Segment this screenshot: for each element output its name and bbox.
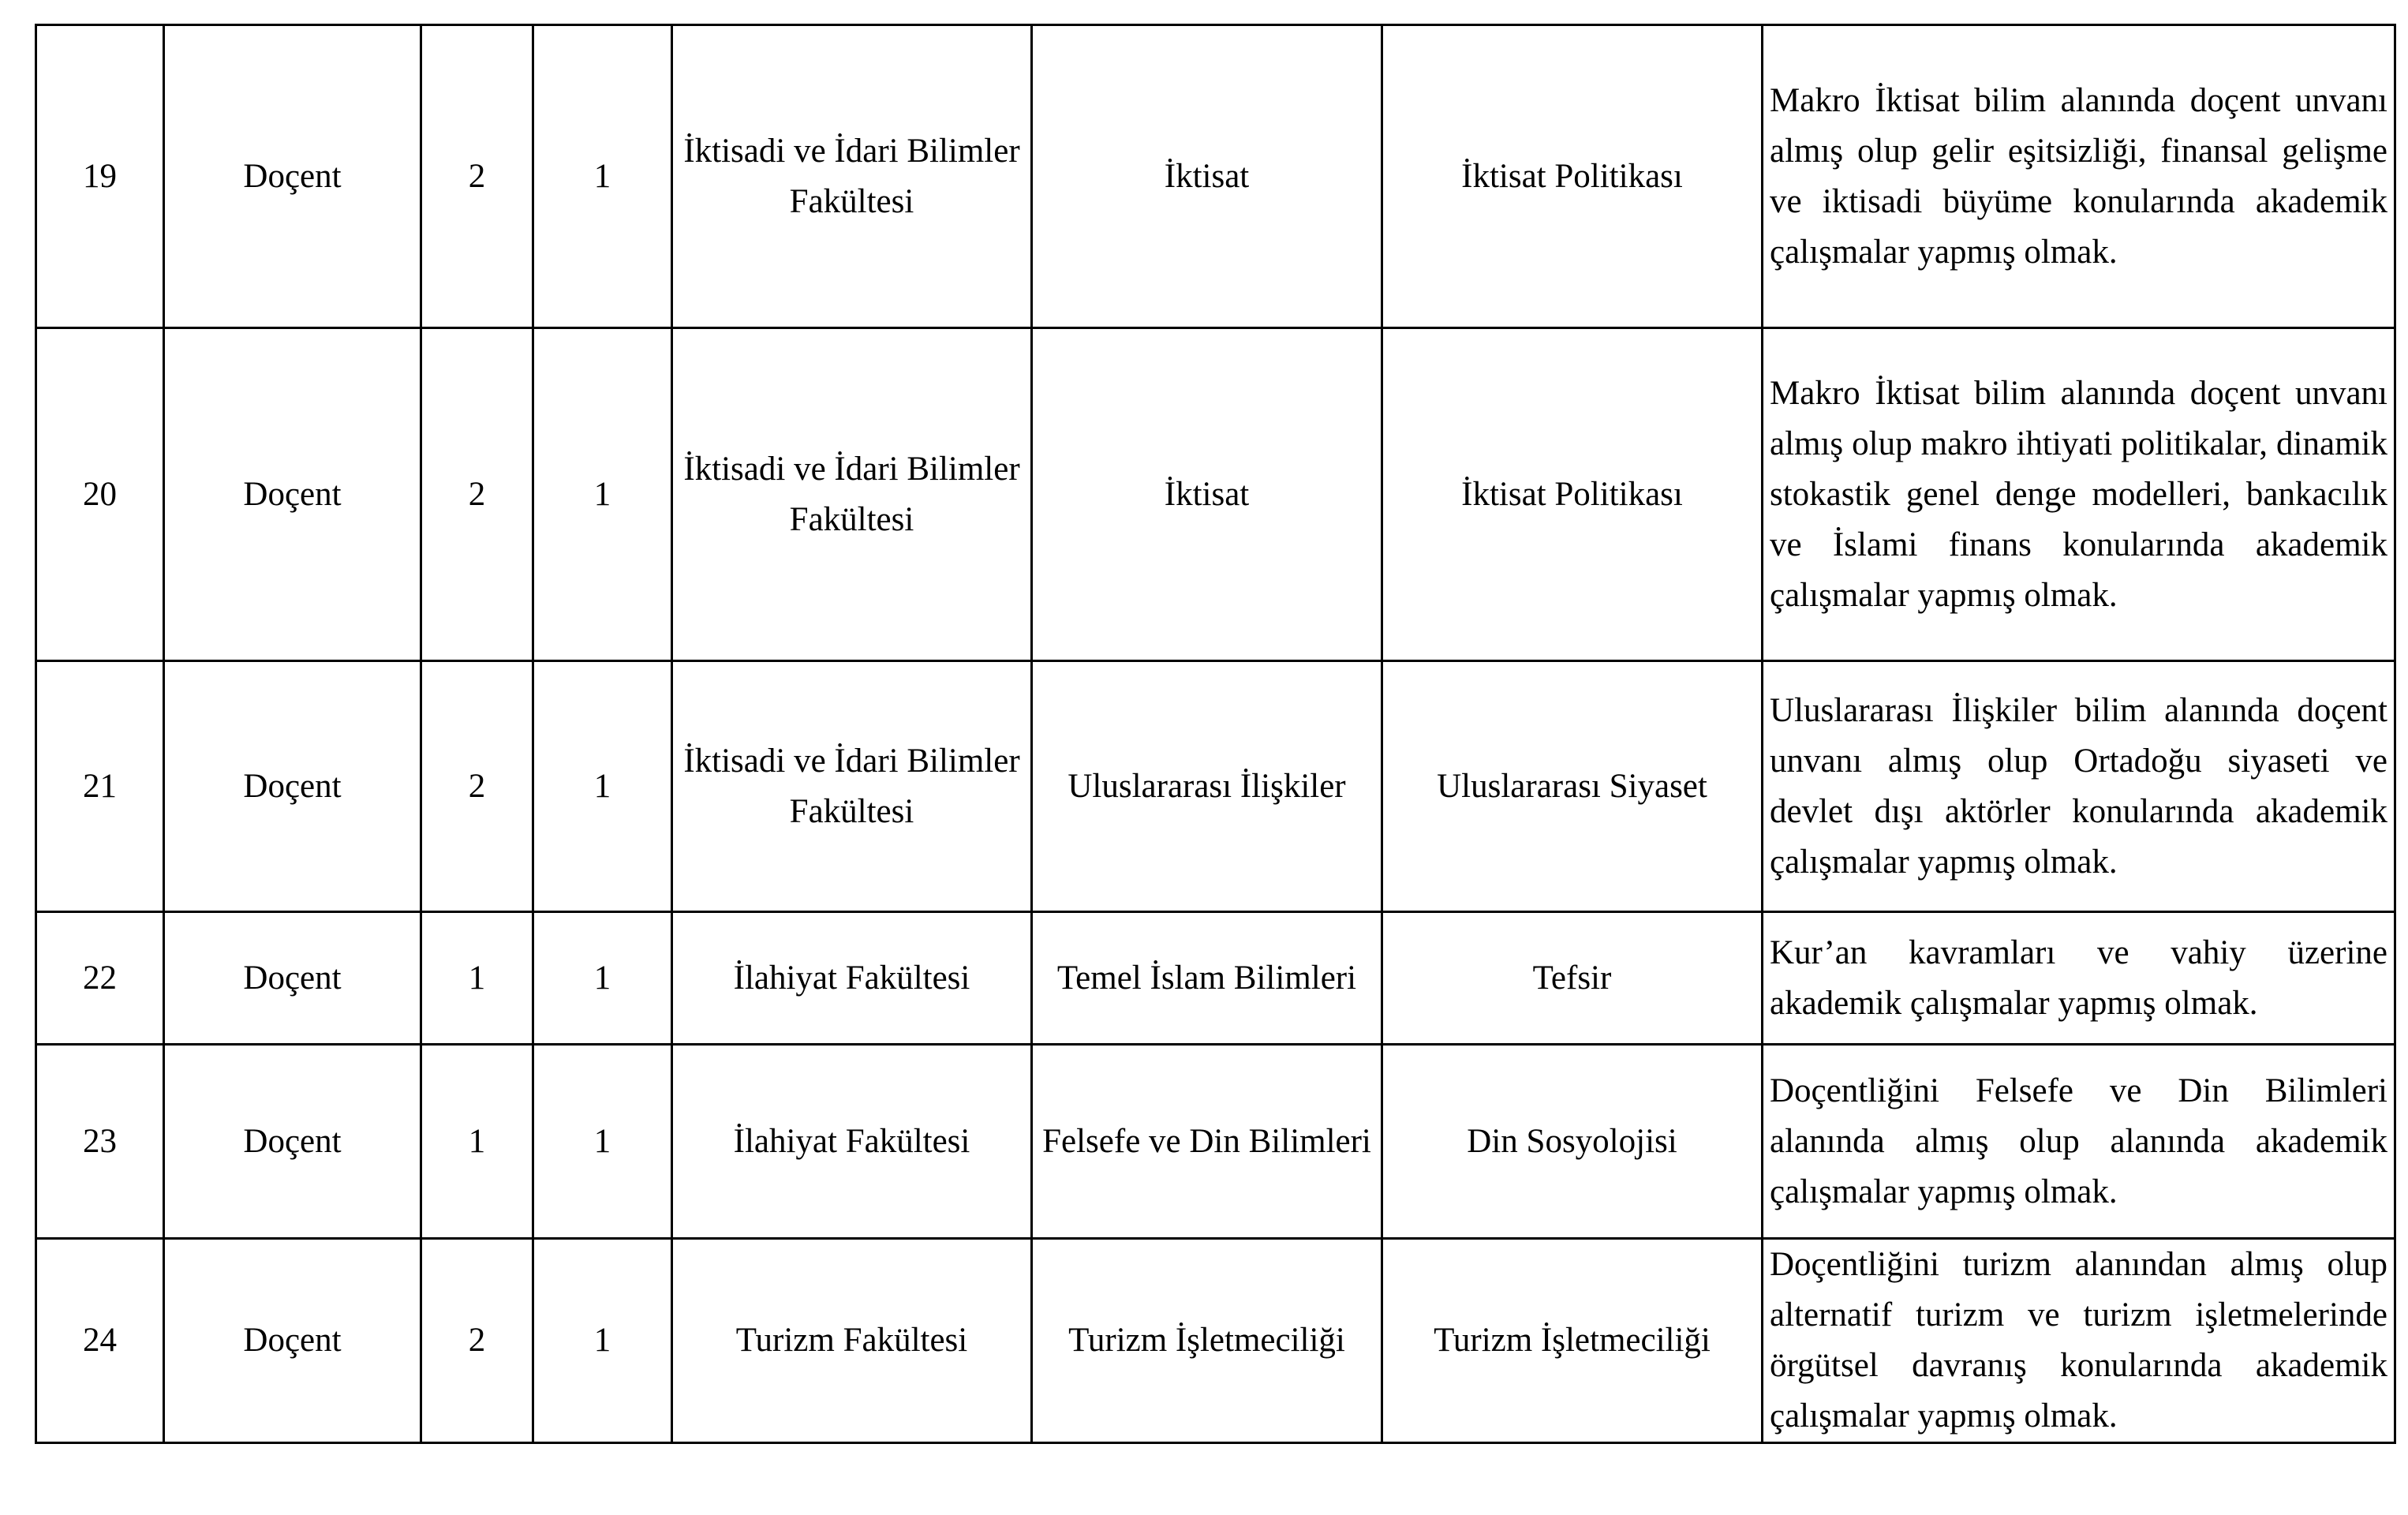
department-cell: Temel İslam Bilimleri	[1032, 912, 1382, 1045]
faculty-cell: İktisadi ve İdari Bilimler Fakültesi	[672, 25, 1032, 328]
field-cell: İktisat Politikası	[1382, 328, 1763, 661]
row-number: 21	[36, 661, 164, 912]
department-cell: Felsefe ve Din Bilimleri	[1032, 1045, 1382, 1239]
table-row	[36, 25, 2395, 328]
count-cell: 2	[421, 328, 533, 661]
faculty-cell: İktisadi ve İdari Bilimler Fakültesi	[672, 661, 1032, 912]
count-cell: 1	[533, 1045, 672, 1239]
count-cell: 2	[421, 661, 533, 912]
description-cell: Doçentliğini turizm alanından almış olup alternatif turizm ve turizm işletmelerinde örgütsel davranış konularında akademik çalışmalar yapmış olmak.	[1763, 1239, 2395, 1443]
count-cell: 2	[421, 25, 533, 328]
faculty-cell: İktisadi ve İdari Bilimler Fakültesi	[672, 328, 1032, 661]
faculty-cell: İlahiyat Fakültesi	[672, 912, 1032, 1045]
count-cell: 1	[533, 912, 672, 1045]
table-row	[36, 328, 2395, 661]
row-number: 20	[36, 328, 164, 661]
academic-title: Doçent	[164, 661, 421, 912]
row-number: 22	[36, 912, 164, 1045]
academic-title: Doçent	[164, 328, 421, 661]
faculty-cell: Turizm Fakültesi	[672, 1239, 1032, 1443]
count-cell: 1	[421, 912, 533, 1045]
department-cell: Uluslararası İlişkiler	[1032, 661, 1382, 912]
row-number: 23	[36, 1045, 164, 1239]
description-cell: Kur’an kavramları ve vahiy üzerine akademik çalışmalar yapmış olmak.	[1763, 912, 2395, 1045]
field-cell: Uluslararası Siyaset	[1382, 661, 1763, 912]
description-cell: Uluslararası İlişkiler bilim alanında doçent unvanı almış olup Ortadoğu siyaseti ve devlet dışı aktörler konularında akademik çalışmalar yapmış olmak.	[1763, 661, 2395, 912]
count-cell: 1	[421, 1045, 533, 1239]
department-cell: İktisat	[1032, 25, 1382, 328]
table-row	[36, 1045, 2395, 1239]
department-cell: Turizm İşletmeciliği	[1032, 1239, 1382, 1443]
field-cell: Tefsir	[1382, 912, 1763, 1045]
field-cell: Din Sosyolojisi	[1382, 1045, 1763, 1239]
academic-title: Doçent	[164, 1045, 421, 1239]
description-cell: Makro İktisat bilim alanında doçent unvanı almış olup gelir eşitsizliği, finansal gelişme ve iktisadi büyüme konularında akademik çalışmalar yapmış olmak.	[1763, 25, 2395, 328]
row-number: 24	[36, 1239, 164, 1443]
academic-title: Doçent	[164, 25, 421, 328]
table-row	[36, 912, 2395, 1045]
academic-title: Doçent	[164, 1239, 421, 1443]
academic-title: Doçent	[164, 912, 421, 1045]
count-cell: 1	[533, 25, 672, 328]
count-cell: 1	[533, 328, 672, 661]
row-number: 19	[36, 25, 164, 328]
field-cell: Turizm İşletmeciliği	[1382, 1239, 1763, 1443]
position-table	[35, 24, 2396, 1444]
count-cell: 1	[533, 661, 672, 912]
table-row	[36, 661, 2395, 912]
count-cell: 1	[533, 1239, 672, 1443]
count-cell: 2	[421, 1239, 533, 1443]
description-cell: Doçentliğini Felsefe ve Din Bilimleri alanında almış olup alanında akademik çalışmalar yapmış olmak.	[1763, 1045, 2395, 1239]
faculty-cell: İlahiyat Fakültesi	[672, 1045, 1032, 1239]
table-row	[36, 1239, 2395, 1443]
department-cell: İktisat	[1032, 328, 1382, 661]
field-cell: İktisat Politikası	[1382, 25, 1763, 328]
description-cell: Makro İktisat bilim alanında doçent unvanı almış olup makro ihtiyati politikalar, dinamik stokastik genel denge modelleri, bankacılık ve İslami finans konularında akademik çalışmalar yapmış olmak.	[1763, 328, 2395, 661]
